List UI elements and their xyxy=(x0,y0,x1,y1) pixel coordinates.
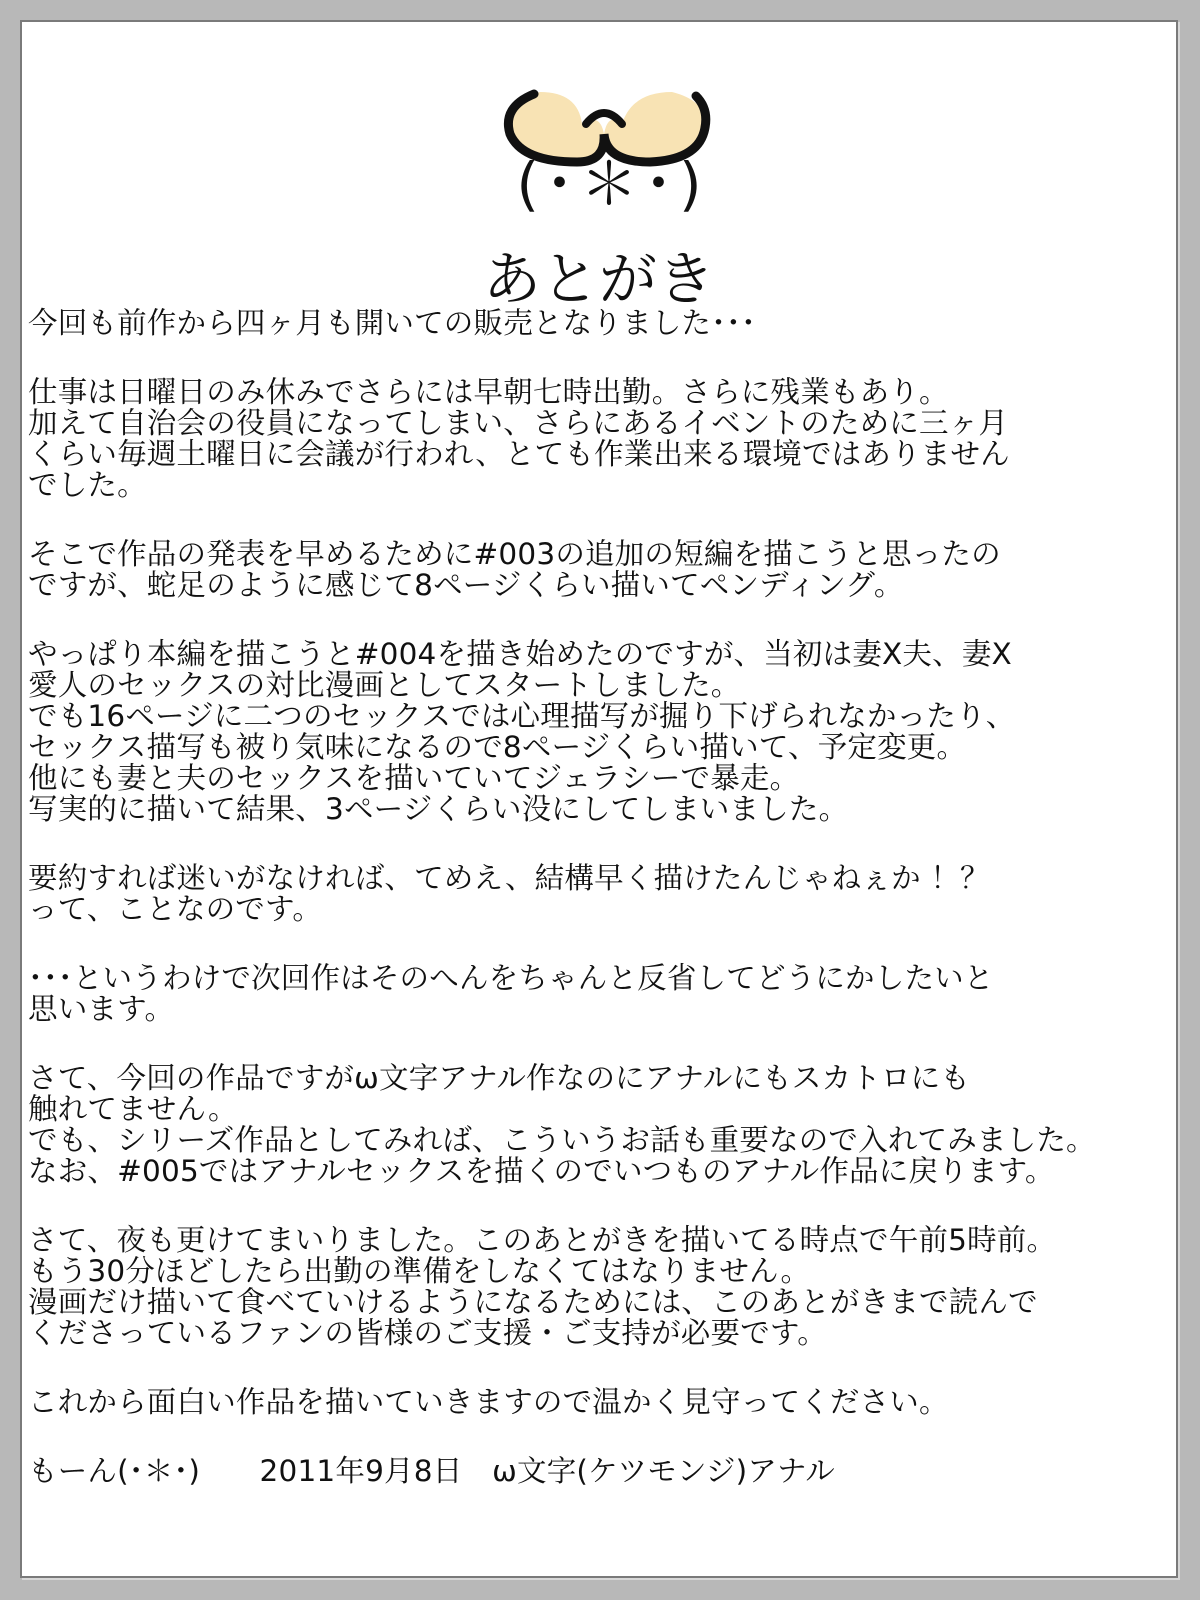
paragraph-gap xyxy=(28,825,1168,863)
paragraph xyxy=(28,539,1168,601)
paragraph-gap xyxy=(28,925,1168,963)
text-line: でも、シリーズ作品としてみれば、こういうお話も重要なので入れてみました。 xyxy=(28,1123,1096,1157)
paragraph-gap xyxy=(28,1418,1168,1456)
paragraph xyxy=(28,1063,1168,1187)
text-line: でも16ページに二つのセックスでは心理描写が掘り下げられなかったり、 xyxy=(28,699,1016,733)
afterword-page xyxy=(20,20,1178,1578)
text-line: もう30分ほどしたら出勤の準備をしなくてはなりません。 xyxy=(28,1254,811,1288)
paragraph xyxy=(28,1387,1168,1418)
emoticon-face: (･＊･) xyxy=(516,150,708,218)
paragraph-gap xyxy=(28,339,1168,377)
text-line: 写実的に描いて結果、3ページくらい没にしてしまいました。 xyxy=(28,792,849,826)
paragraph-gap xyxy=(28,1187,1168,1225)
text-line: 要約すれば迷いがなければ、てめえ、結構早く描けたんじゃねぇか ！？ xyxy=(28,861,990,895)
text-line: やっぱり本編を描こうと#004を描き始めたのですが、当初は妻X夫、妻X xyxy=(28,637,1012,671)
text-line: 漫画だけ描いて食べていけるようになるためには、このあとがきまで読んで xyxy=(28,1285,1038,1319)
paragraph-gap xyxy=(28,601,1168,639)
text-line: さて、夜も更けてまいりました。このあとがきを描いてる時点で午前5時前。 xyxy=(28,1223,1057,1257)
paragraph-gap xyxy=(28,1349,1168,1387)
text-line: 他にも妻と夫のセックスを描いていてジェラシーで暴走。 xyxy=(28,761,800,795)
text-line: なお、#005ではアナルセックスを描くのでいつものアナル作品に戻ります。 xyxy=(28,1154,1055,1188)
paragraph xyxy=(28,1456,1168,1487)
text-line: もーん(･＊･) 2011年9月8日 ω文字(ケツモンジ)アナル xyxy=(28,1454,835,1488)
paragraph xyxy=(28,963,1168,1025)
text-line: ･･･というわけで次回作はそのへんをちゃんと反省してどうにかしたいと xyxy=(28,961,994,995)
text-line: 触れてません。 xyxy=(28,1092,238,1126)
text-line: セックス描写も被り気味になるので8ページくらい描いて、予定変更。 xyxy=(28,730,967,764)
page-title: あとがき xyxy=(482,245,715,313)
paragraph xyxy=(28,1225,1168,1349)
text-line: くださっているファンの皆様のご支援・ご支持が必要です。 xyxy=(28,1316,827,1350)
text-line: でした。 xyxy=(28,468,147,502)
text-line: 仕事は日曜日のみ休みでさらには早朝七時出勤。さらに残業もあり。 xyxy=(28,375,949,409)
text-line: 加えて自治会の役員になってしまい、さらにあるイベントのために三ヶ月 xyxy=(28,406,1009,440)
paragraph xyxy=(28,863,1168,925)
paragraph xyxy=(28,308,1168,339)
text-line: って、ことなのです。 xyxy=(28,892,323,926)
paragraph xyxy=(28,377,1168,501)
text-line: 今回も前作から四ヶ月も開いての販売となりました･･･ xyxy=(28,306,756,340)
afterword-body xyxy=(28,308,1168,1487)
text-line: くらい毎週土曜日に会議が行われ、とても作業出来る環境ではありません xyxy=(28,437,1010,471)
text-line: 思います。 xyxy=(28,992,175,1026)
paragraph xyxy=(28,639,1168,825)
text-line: そこで作品の発表を早めるために#003の追加の短編を描こうと思ったの xyxy=(28,537,1001,571)
paragraph-gap xyxy=(28,1025,1168,1063)
text-line: さて、今回の作品ですがω文字アナル作なのにアナルにもスカトロにも xyxy=(28,1061,971,1095)
text-line: ですが、蛇足のように感じて8ページくらい描いてペンディング。 xyxy=(28,568,904,602)
text-line: 愛人のセックスの対比漫画としてスタートしました。 xyxy=(28,668,741,702)
paragraph-gap xyxy=(28,501,1168,539)
text-line: これから面白い作品を描いていきますので温かく見守ってください。 xyxy=(28,1385,949,1419)
